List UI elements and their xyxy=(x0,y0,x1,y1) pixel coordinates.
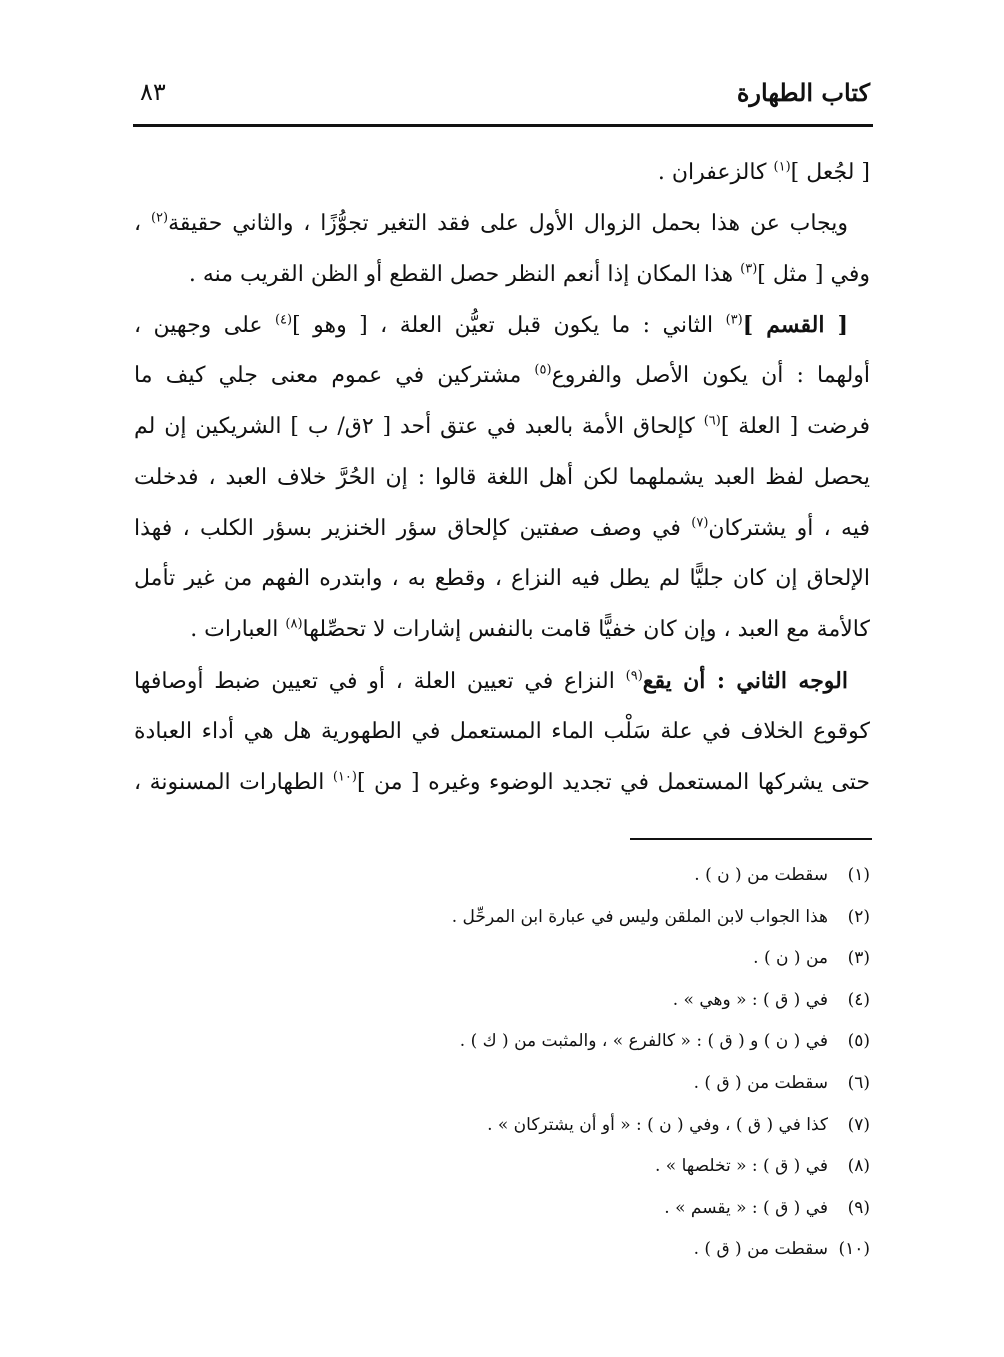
footnote xyxy=(150,897,870,939)
footnote-text: في ( ق ) : « وهي » . xyxy=(672,989,828,1010)
header-rule xyxy=(133,124,873,127)
text-line: كوقوع الخلاف في علة سَلْب الماء المستعمل في الطهورية هل هي أداء العبادة xyxy=(134,718,870,744)
text-line: كالأمة مع العبد ، وإن كان خفيًّا قامت بالنفس إشارات لا تحصِّلها$^{(٨)}$ العبارات . xyxy=(190,616,870,643)
footnote-number: (٤) xyxy=(847,989,870,1010)
footnote xyxy=(150,855,870,897)
footnote-number: (٩) xyxy=(847,1197,870,1218)
text-line: الوجه الثاني : أن يقع$^{(٩)}$ النزاع في تعيين العلة ، أو في تعيين ضبط أوصافها xyxy=(134,667,848,694)
text-line: ويجاب عن هذا بحمل الزوال الأول على فقد التغير تجوُّزًا ، والثاني حقيقة$^{(٢)}$ ، xyxy=(134,210,849,236)
footnote-text: هذا الجواب لابن الملقن وليس في عبارة ابن المرحِّل . xyxy=(451,906,828,927)
text-line: حتى يشركها المستعمل في تجديد الوضوء وغيره [ من ]$^{(١٠)}$ الطهارات المسنونة ، xyxy=(134,769,870,795)
footnote xyxy=(150,1063,870,1105)
section-heading: [ القسم ] xyxy=(742,312,848,339)
footnote-text: سقطت من ( ن ) . xyxy=(694,865,828,885)
footnote-ref: (٥) xyxy=(534,362,552,378)
text-line: وفي [ مثل ]$^{(٣)}$ هذا المكان إذا أنعم النظر حصل القطع أو الظن القريب منه . xyxy=(188,261,870,287)
text-line: [ لجُعل ]$^{(١)}$ كالزعفران . xyxy=(657,159,870,185)
footnote-ref: (٤) xyxy=(274,313,293,329)
footnote-ref: (٩) xyxy=(625,668,643,684)
footnote-number: (٢) xyxy=(847,906,870,927)
footnote-number: (١٠) xyxy=(838,1239,870,1260)
footnotes xyxy=(150,855,870,1271)
text-line: فرضت [ العلة ]$^{(٦)}$ كإلحاق الأمة بالعبد في عتق أحد [ ٢ق/ ب ] الشريكين إن لم xyxy=(134,413,870,439)
text-line: أولهما : أن يكون الأصل والفروع$^{(٥)}$ مشتركين في عموم معنى جلي كيف ما xyxy=(134,362,870,389)
footnote xyxy=(150,1021,870,1063)
footnote-text: في ( ن ) و ( ق ) : « كالفرع » ، والمثبت من ( ك ) . xyxy=(459,1031,828,1052)
footnote-ref: (١) xyxy=(773,159,791,175)
footnote-ref: (٣) xyxy=(740,261,758,277)
footnote-ref: (١٠) xyxy=(332,769,357,785)
footnote xyxy=(150,980,870,1022)
footnote-ref: (٣) xyxy=(725,313,743,329)
text-line: [ القسم ]$^{(٣)}$ الثاني : ما يكون قبل تعيُّن العلة ، [ وهو ]$^{(٤)}$ على وجهين ، xyxy=(134,312,848,339)
footnote-text: في ( ق ) : « تخلصها » . xyxy=(654,1156,828,1177)
footnote-number: (١) xyxy=(847,865,870,885)
footnote-number: (٧) xyxy=(847,1114,870,1135)
footnote-ref: (٦) xyxy=(703,413,721,429)
footnote-text: كذا في ( ق ) ، وفي ( ن ) : « أو أن يشتركان » . xyxy=(487,1114,828,1135)
footnote-text: من ( ن ) . xyxy=(753,948,828,969)
footnote-number: (٨) xyxy=(847,1156,870,1177)
footnote-text: في ( ق ) : « يقسم » . xyxy=(664,1197,828,1218)
chapter-title: كتاب الطهارة xyxy=(736,78,870,107)
running-header xyxy=(136,78,870,118)
footnote xyxy=(150,1229,870,1271)
footnote xyxy=(150,1105,870,1147)
text-line: فيه ، أو يشتركان$^{(٧)}$ في وصف صفتين كإلحاق سؤر الخنزير بسؤر الكلب ، فهذا xyxy=(134,515,870,541)
footnote-separator xyxy=(630,838,872,840)
text-line: يحصل لفظ العبد يشملهما لكن أهل اللغة قالوا : إن الحُرَّ خلاف العبد ، فدخلت xyxy=(134,464,870,490)
text-line: الإلحاق إن كان جليًّا لم يطل فيه النزاع ، وقطع به ، وابتدره الفهم من غير تأمل xyxy=(134,566,870,592)
footnote-number: (٥) xyxy=(847,1031,870,1052)
footnote-ref: (٨) xyxy=(285,616,303,632)
page-number: ٨٣ xyxy=(140,78,166,106)
footnote-ref: (٢) xyxy=(150,210,169,226)
footnote-text: سقطت من ( ق ) . xyxy=(693,1239,828,1260)
footnote xyxy=(150,1146,870,1188)
footnote-number: (٦) xyxy=(847,1072,870,1093)
footnote xyxy=(150,938,870,980)
footnote-number: (٣) xyxy=(847,948,870,969)
main-text xyxy=(134,148,870,808)
footnote xyxy=(150,1188,870,1230)
footnote-ref: (٧) xyxy=(691,515,709,531)
footnote-text: سقطت من ( ق ) . xyxy=(693,1072,828,1093)
section-heading: الوجه الثاني : أن يقع xyxy=(642,667,848,694)
